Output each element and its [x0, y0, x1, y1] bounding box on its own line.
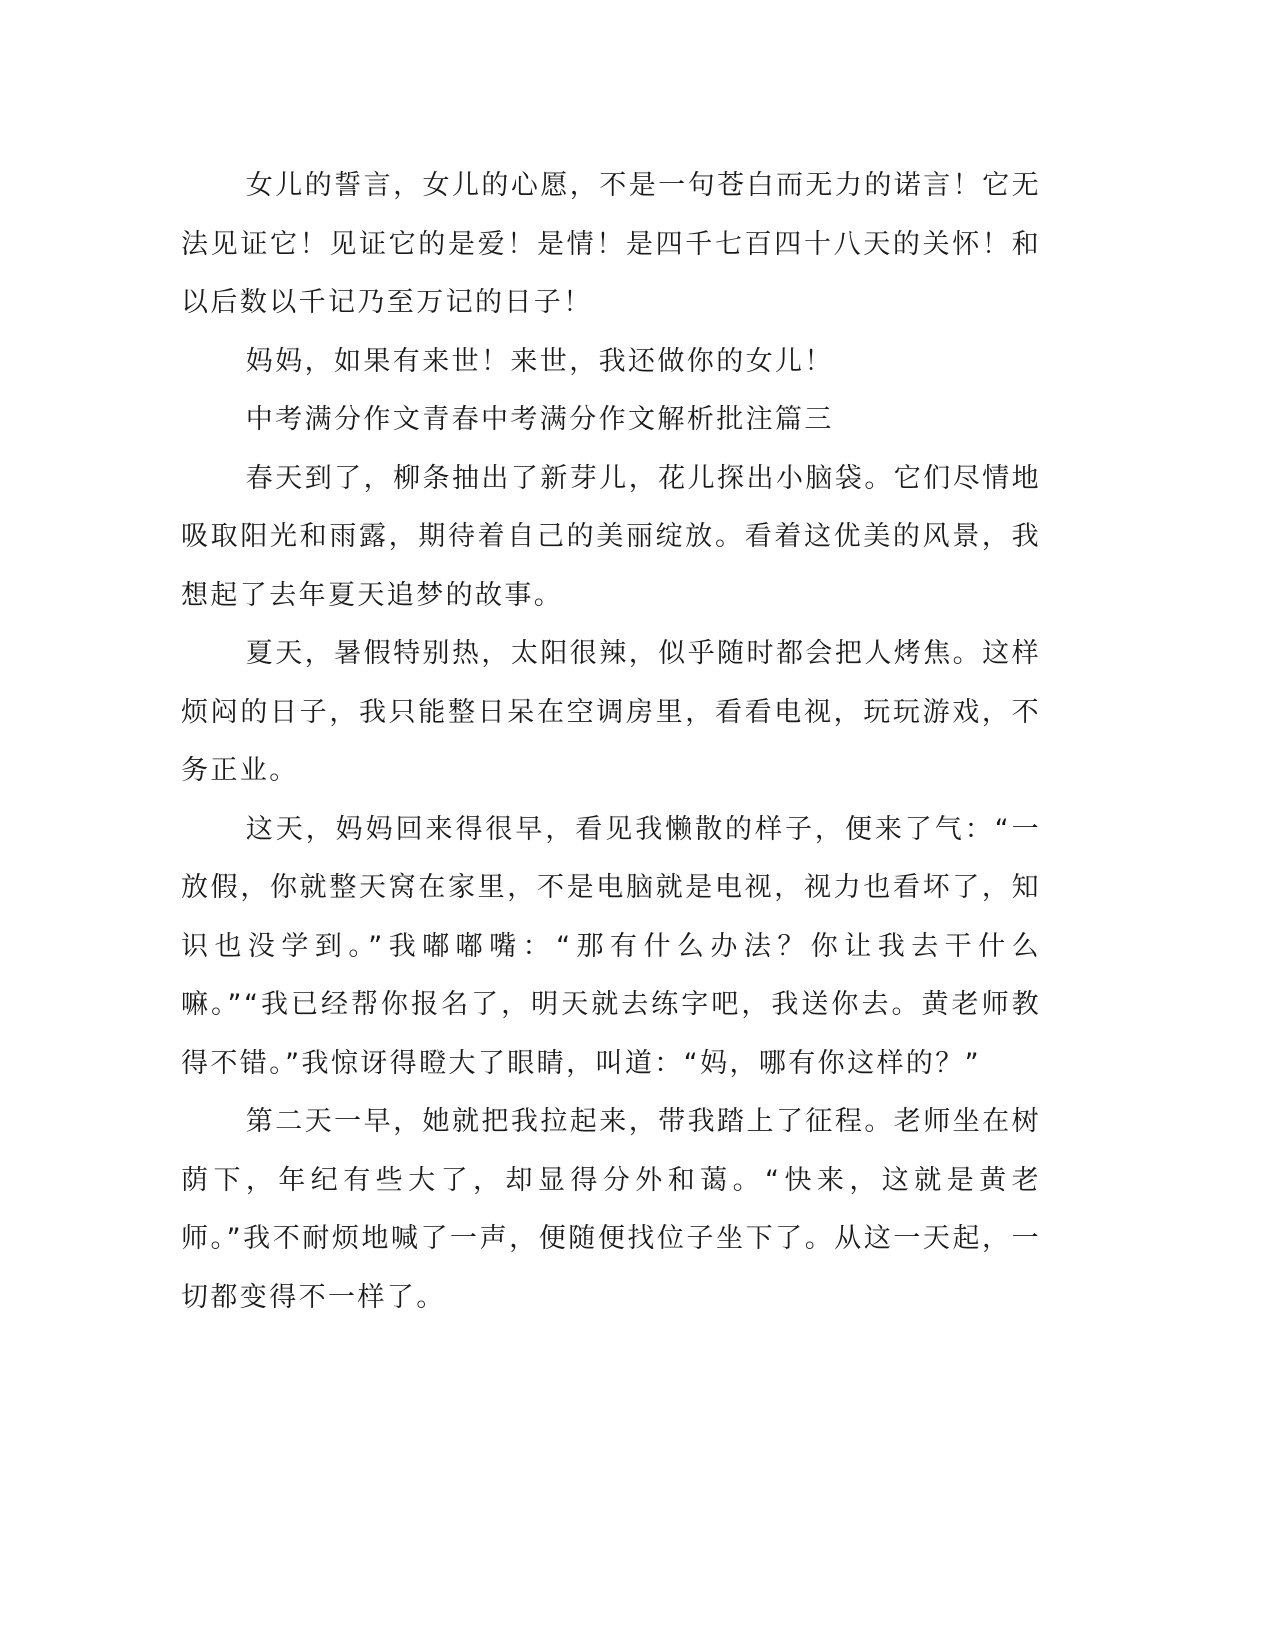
paragraph-next-day: 第二天一早，她就把我拉起来，带我踏上了征程。老师坐在树荫下，年纪有些大了，却显得分外和蔼。“快来，这就是黄老师。”我不耐烦地喊了一声，便随便找位子坐下了。从这一天起，一切都变得不一样了。	[181, 1106, 1041, 1313]
document-body	[181, 157, 1041, 1327]
paragraph-spring: 春天到了，柳条抽出了新芽儿，花儿探出小脑袋。它们尽情地吸取阳光和雨露，期待着自己的美丽绽放。看着这优美的风景，我想起了去年夏天追梦的故事。	[181, 462, 1041, 611]
paragraph-summer: 夏天，暑假特别热，太阳很辣，似乎随时都会把人烤焦。这样烦闷的日子，我只能整日呆在空调房里，看看电视，玩玩游戏，不务正业。	[181, 638, 1041, 786]
paragraph-mother-dialogue: 这天，妈妈回来得很早，看见我懒散的样子，便来了气：“一放假，你就整天窝在家里，不是电脑就是电视，视力也看坏了，知识也没学到。”我嘟嘟嘴：“那有什么办法？你让我去干什么嘛。”“我已经帮你报名了，明天就去练字吧，我送你去。黄老师教得不错。”我惊讶得瞪大了眼睛，叫道：“妈，哪有你这样的？”	[181, 813, 1041, 1079]
section-heading: 中考满分作文青春中考满分作文解析批注篇三	[245, 404, 834, 435]
paragraph-vow: 女儿的誓言，女儿的心愿，不是一句苍白而无力的诺言！它无法见证它！见证它的是爱！是情！是四千七百四十八天的关怀！和以后数以千记乃至万记的日子！	[181, 170, 1041, 318]
paragraph-next-life: 妈妈，如果有来世！来世，我还做你的女儿！	[245, 345, 834, 377]
